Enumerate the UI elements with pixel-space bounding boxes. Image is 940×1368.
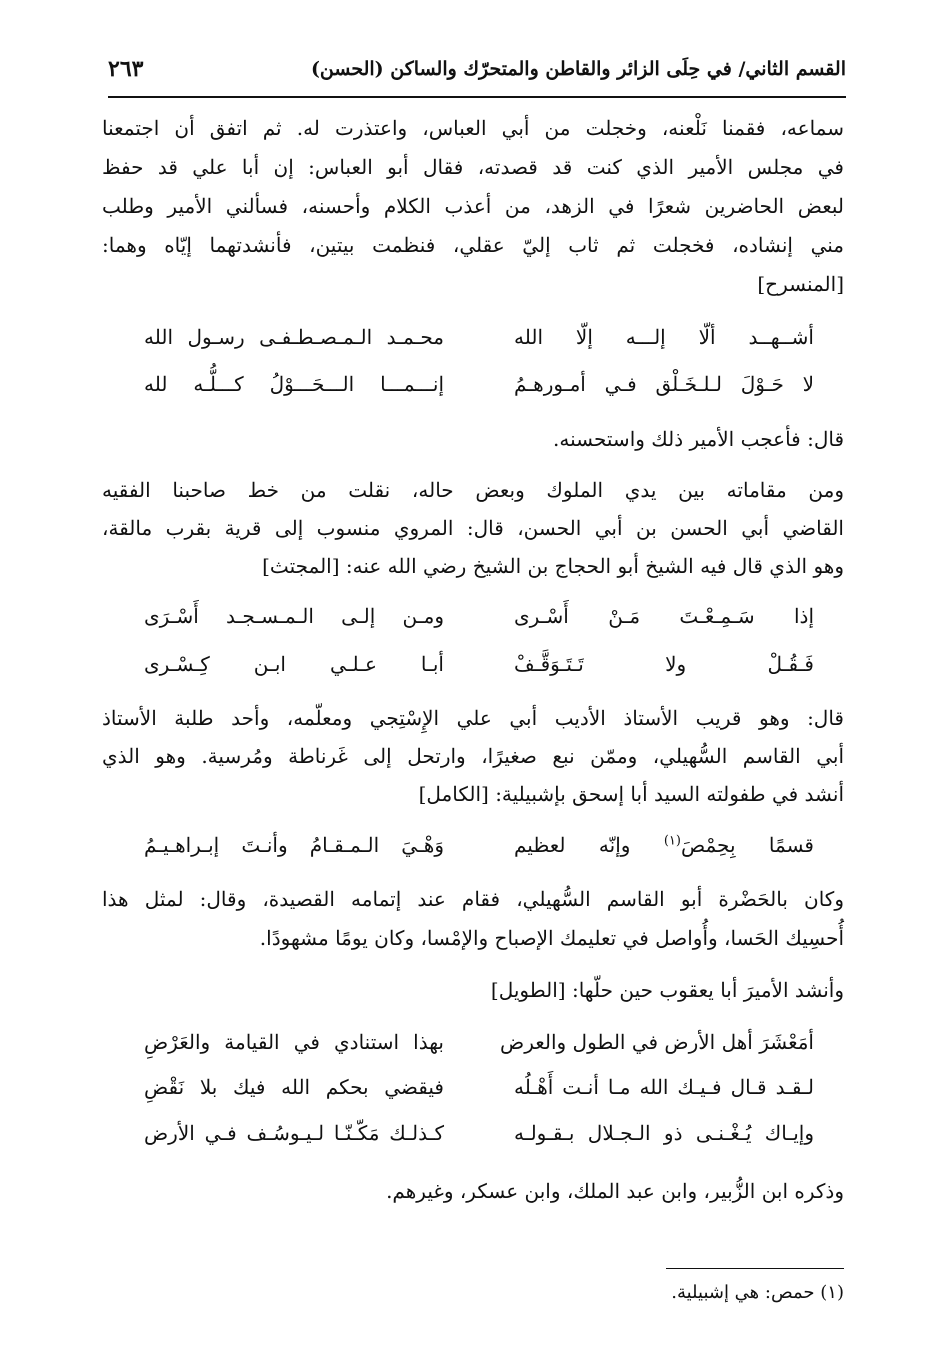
verse bbox=[102, 372, 844, 406]
verse-first-hemistich: فَـقُـلْ ولا تَـتَـوَقَّـفْ bbox=[514, 652, 814, 676]
verse bbox=[102, 1030, 844, 1064]
footnote-divider bbox=[666, 1268, 844, 1269]
text-line: في مجلس الأمير الذي كنت قد قصدته، فقال أبو العباس: إن أبا علي قد حفظ bbox=[102, 155, 844, 179]
running-header bbox=[108, 46, 846, 98]
text-line: وهو الذي قال فيه الشيخ أبو الحجاج بن الشيخ رضي الله عنه: [المجتث] bbox=[262, 554, 844, 578]
verse bbox=[102, 652, 844, 686]
verse-second-hemistich: محـمـد الـمـصـطـفـى رسـول الله bbox=[144, 325, 444, 349]
text-line: أنشد في طفولته السيد أبا إسحق بإشبيلية: [الكامل] bbox=[418, 782, 844, 806]
footnote-marker: (١) bbox=[663, 833, 681, 849]
verse-first-hemistich: إذا سَـمِـعْـتَ مَـنْ أَسْـرى bbox=[514, 604, 814, 628]
verse-second-hemistich: كـذلـك مَكّـنّـا لـيـوسُـف فـي الأرض bbox=[144, 1121, 444, 1145]
verse-second-hemistich: أبـا عـلـي ابـن كِـسْـرى bbox=[144, 652, 444, 676]
verse-text: قسمًا بِحِمْصَ bbox=[680, 833, 814, 857]
text-line: قال: وهو قريب الأستاذ الأديب أبي علي الإِسْتِجي ومعلّمه، وأحد طلبة الأستاذ bbox=[102, 706, 844, 730]
page-number: ٢٦٣ bbox=[108, 56, 144, 82]
verse bbox=[102, 325, 844, 359]
verse-first-hemistich: وإيـاك يُـغْـنـى ذو الـجـلال بـقـولـه bbox=[514, 1121, 814, 1145]
verse-second-hemistich: بهذا استنادي في القيامة والعَرْضِ bbox=[144, 1030, 444, 1054]
verse-text: وإنّه لعظيم bbox=[514, 833, 664, 857]
text-line: سماعه، فقمنا نَلْعنه، وخجلت من أبي العباس، واعتذرت له. ثم اتفق أن اجتمعنا bbox=[102, 116, 844, 140]
verse-second-hemistich: وَهْـيَ الـمـقـامُ وأنـتَ إبـراهـيـمُ bbox=[144, 833, 444, 857]
text-line: وكان بالحَضْرة أبو القاسم السُّهيلي، فقام عند إتمامه القصيدة، وقال: لمثل هذا bbox=[102, 887, 844, 911]
verse-second-hemistich: فيقضي بحكم الله فيك بلا نَقْضِ bbox=[144, 1075, 444, 1099]
header-title: القسم الثاني/ في حِلَى الزائر والقاطن والمتحرّك والساكن (الحسن) bbox=[310, 58, 846, 80]
text-line: ومن مقاماته بين يدي الملوك وبعض حاله، نقلت من خط صاحبنا الفقيه bbox=[102, 478, 844, 502]
footnote: (١) حمص: هي إشبيلية. bbox=[671, 1282, 844, 1303]
verse-first-hemistich bbox=[514, 833, 814, 857]
text-line: أبي القاسم السُّهيلي، وممّن نبع صغيرًا، وارتحل إلى غَرناطة ومُرسية. وهو الذي bbox=[102, 744, 844, 768]
verse-first-hemistich: لـقـد قـال فـيـك الله مـا أنـت أَهْـلُه bbox=[514, 1075, 814, 1099]
verse-first-hemistich: لا حَـوْلَ لـلـخَـلْق فـي أمـورهـمُ bbox=[514, 372, 814, 396]
verse-first-hemistich: أمَعْشَرَ أهل الأرض في الطول والعرض bbox=[500, 1030, 814, 1054]
text-line: وأنشد الأميرَ أبا يعقوب حين حلّها: [الطويل] bbox=[490, 978, 844, 1002]
verse bbox=[102, 1121, 844, 1155]
text-line: أُحسِيك الحَسا، وأُواصل في تعليمك الإصباح والإمْسا، وكان يومًا مشهودًا. bbox=[259, 926, 844, 950]
text-line: مني إنشاده، فخجلت ثم ثاب إليّ عقلي، فنظمت بيتين، فأنشدتهما إيّاه وهما: bbox=[102, 233, 844, 257]
text-line: قال: فأعجب الأمير ذلك واستحسنه. bbox=[553, 427, 844, 451]
verse-first-hemistich: أشــهــد ألّا إلـــه إلّا الله bbox=[514, 325, 814, 349]
verse-second-hemistich: ومـن إلـى الـمـسـجـد أَسْـرَى bbox=[144, 604, 444, 628]
verse bbox=[102, 1075, 844, 1109]
text-line: القاضي أبي الحسن بن أبي الحسن، قال: المروي منسوب إلى قرية بقرب مالقة، bbox=[102, 516, 844, 540]
verse-second-hemistich: إنـــمـــا الـــحَـــوْلُ كـــلُّـه لله bbox=[144, 372, 444, 396]
meter-label: [المنسرح] bbox=[757, 272, 844, 296]
text-line: لبعض الحاضرين شعرًا في الزهد، من أعذب الكلام وأحسنه، فسألني الأمير وطلب bbox=[102, 194, 844, 218]
verse bbox=[102, 604, 844, 638]
text-line: وذكره ابن الزُّبير، وابن عبد الملك، وابن عسكر، وغيرهم. bbox=[386, 1179, 844, 1203]
verse bbox=[102, 833, 844, 867]
